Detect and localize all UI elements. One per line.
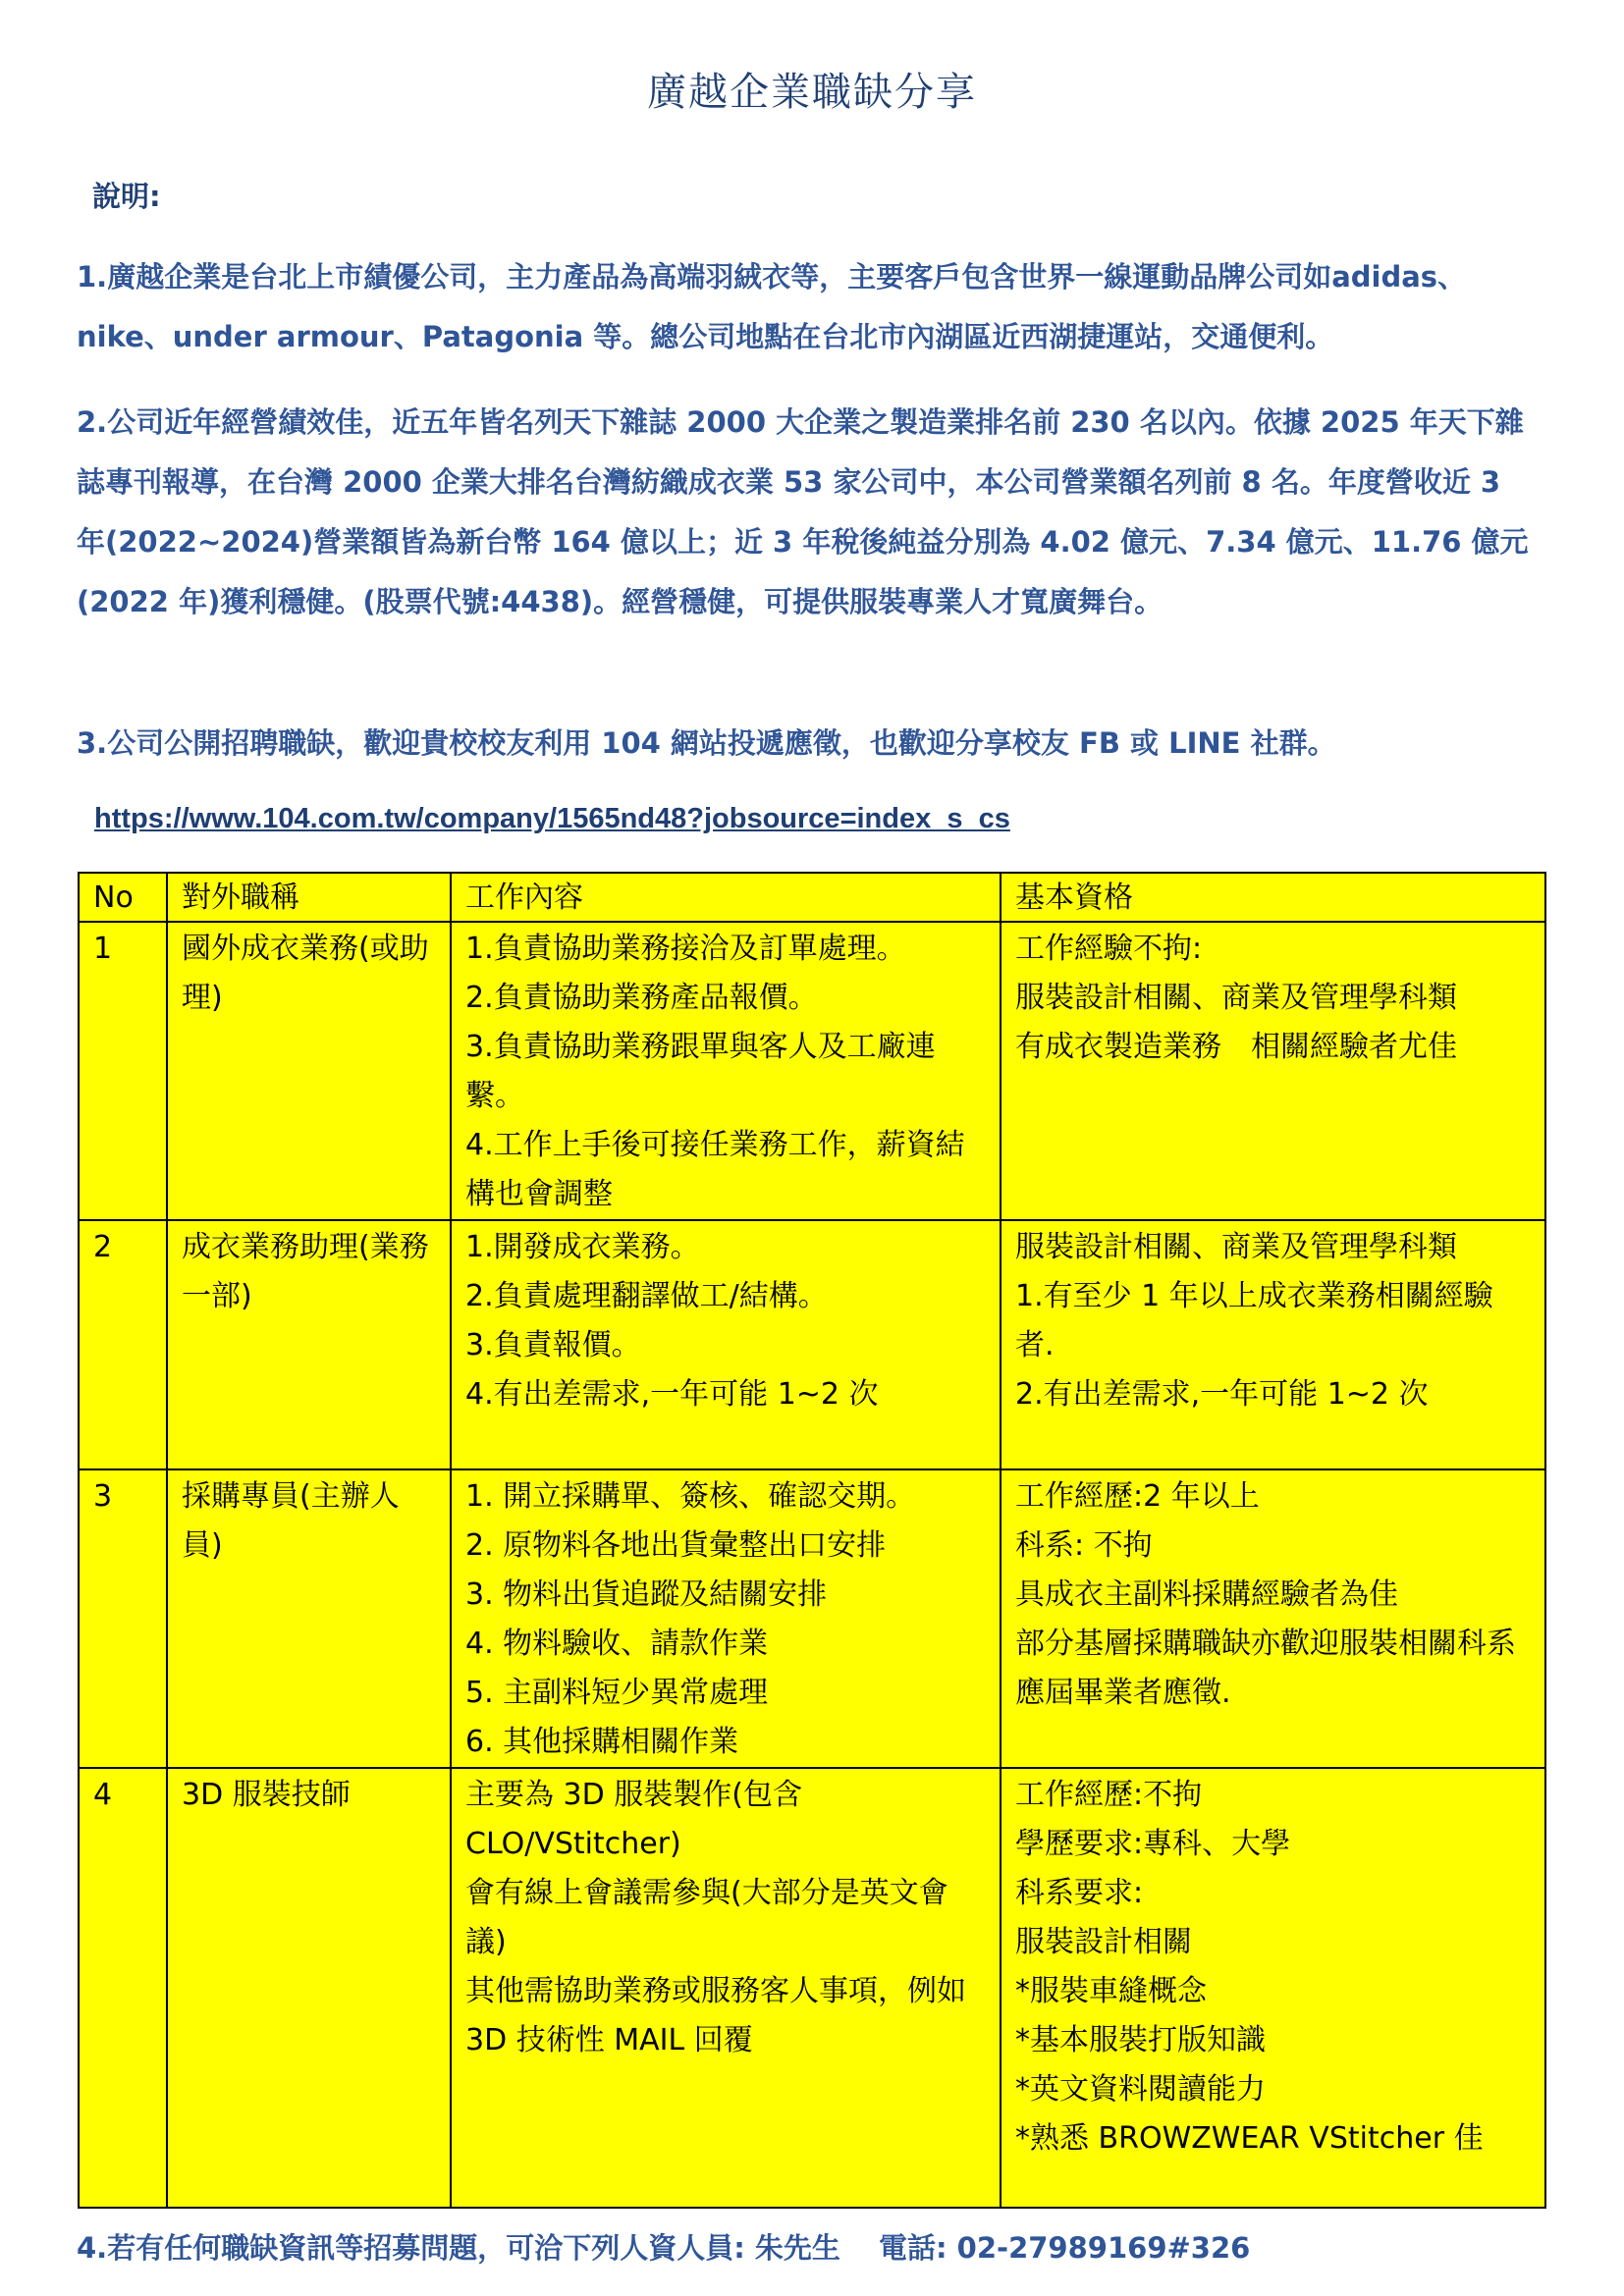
description-label: 說明: xyxy=(92,180,161,213)
job-no-cell: 3 xyxy=(79,1469,167,1768)
document-title: 廣越企業職缺分享 xyxy=(647,70,977,115)
job-content-line: 主要為 3D 服裝製作(包含CLO/VStitcher) xyxy=(465,1778,802,1861)
requirement-line: 科系: 不拘 xyxy=(1015,1528,1153,1563)
job-requirements-cell xyxy=(1001,922,1545,1220)
job-no-cell: 2 xyxy=(79,1220,167,1469)
job-requirements-cell xyxy=(1001,1220,1545,1469)
requirement-line: 工作經歷:不拘 xyxy=(1015,1778,1203,1812)
job-content-line: 1.負責協助業務接洽及訂單處理。 xyxy=(465,932,906,966)
job-requirements-cell xyxy=(1001,1768,1545,2208)
paragraph-contact: 4.若有任何職缺資訊等招募問題，可洽下列人資人員: 朱先生 電話: 02-27989169#326 xyxy=(77,2231,1251,2265)
table-row xyxy=(79,1220,1545,1469)
requirement-line: 科系要求: xyxy=(1015,1876,1144,1910)
requirement-line: 學歷要求:專科、大學 xyxy=(1015,1827,1291,1861)
job-content-cell xyxy=(451,1768,1001,2208)
header-job-content: 工作內容 xyxy=(451,873,1001,922)
header-requirements: 基本資格 xyxy=(1001,873,1545,922)
job-title-cell: 採購專員(主辦人員) xyxy=(167,1469,451,1768)
requirement-line: 工作經驗不拘: xyxy=(1015,932,1203,966)
job-content-line: 6. 其他採購相關作業 xyxy=(465,1725,739,1759)
job-content-line: 2.負責協助業務產品報價。 xyxy=(465,981,818,1015)
job-title-cell: 成衣業務助理(業務一部) xyxy=(167,1220,451,1469)
job-content-cell xyxy=(451,1220,1001,1469)
header-job-title: 對外職稱 xyxy=(167,873,451,922)
requirement-line: 具成衣主副料採購經驗者為佳 xyxy=(1015,1577,1398,1612)
requirement-line: *英文資料閱讀能力 xyxy=(1015,2072,1266,2107)
header-no: No xyxy=(79,873,167,922)
job-content-line: 3. 物料出貨追蹤及結關安排 xyxy=(465,1577,828,1612)
requirement-line: 服裝設計相關 xyxy=(1015,1925,1192,1959)
job-no-cell: 1 xyxy=(79,922,167,1220)
requirement-line: *服裝車縫概念 xyxy=(1015,1974,1207,2008)
paragraph-company-intro: 1.廣越企業是台北上市績優公司，主力產品為高端羽絨衣等，主要客戶包含世界一線運動品牌公司如adidas、nike、under armour、Patagonia 等。總公司地點在台北市內湖區近西湖捷運站，交通便利。 xyxy=(77,260,1467,353)
job-requirements-cell xyxy=(1001,1469,1545,1768)
table-body xyxy=(79,922,1545,2208)
job-no-cell: 4 xyxy=(79,1768,167,2208)
requirement-line: 服裝設計相關、商業及管理學科類 xyxy=(1015,981,1457,1015)
table-row xyxy=(79,1469,1545,1768)
requirement-line: 2.有出差需求,一年可能 1~2 次 xyxy=(1015,1377,1429,1412)
table-row xyxy=(79,1768,1545,2208)
requirement-line: 工作經歷:2 年以上 xyxy=(1015,1479,1260,1514)
table-row xyxy=(79,922,1545,1220)
job-content-cell xyxy=(451,1469,1001,1768)
requirement-line: 有成衣製造業務 相關經驗者尤佳 xyxy=(1015,1030,1457,1064)
requirement-line: 服裝設計相關、商業及管理學科類 xyxy=(1015,1230,1457,1264)
job-content-cell xyxy=(451,922,1001,1220)
job-content-line: 3.負責協助業務跟單與客人及工廠連繫。 xyxy=(465,1030,936,1113)
job-content-line: 其他需協助業務或服務客人事項，例如 3D 技術性 MAIL 回覆 xyxy=(465,1974,966,2057)
requirement-line: 1.有至少 1 年以上成衣業務相關經驗者. xyxy=(1015,1279,1493,1362)
job-openings-table xyxy=(78,872,1546,2209)
requirement-line: *熟悉 BROWZWEAR VStitcher 佳 xyxy=(1015,2121,1484,2156)
job-content-line: 4.有出差需求,一年可能 1~2 次 xyxy=(465,1377,879,1412)
requirement-line: *基本服裝打版知識 xyxy=(1015,2023,1266,2057)
job-content-line: 2.負責處理翻譯做工/結構。 xyxy=(465,1279,828,1313)
job-content-line: 5. 主副料短少異常處理 xyxy=(465,1676,769,1710)
job-content-line: 3.負責報價。 xyxy=(465,1328,641,1362)
table-header-row xyxy=(79,873,1545,922)
job-content-line: 會有線上會議需參與(大部分是英文會議) xyxy=(465,1876,948,1959)
job-content-line: 1. 開立採購單、簽核、確認交期。 xyxy=(465,1479,916,1514)
paragraph-performance: 2.公司近年經營績效佳，近五年皆名列天下雜誌 2000 大企業之製造業排名前 230 名以內。依據 2025 年天下雜誌專刊報導，在台灣 2000 企業大排名台灣紡織成衣業 53 家公司中，本公司營業額名列前 8 名。年度營收近 3 年(2022~2024)營業額皆為新台幣 164 億以上；近 3 年稅後純益分別為 4.02 億元、7.34 億元、11.76 億元(2022 年)獲利穩健。(股票代號:4438)。經營穩健，可提供服裝專業人才寬廣舞台。 xyxy=(77,405,1529,618)
job-content-line: 1.開發成衣業務。 xyxy=(465,1230,700,1264)
job-title-cell: 國外成衣業務(或助理) xyxy=(167,922,451,1220)
job-title-cell: 3D 服裝技師 xyxy=(167,1768,451,2208)
job-content-line: 2. 原物料各地出貨彙整出口安排 xyxy=(465,1528,887,1563)
job-content-line: 4. 物料驗收、請款作業 xyxy=(465,1627,769,1661)
job-content-line: 4.工作上手後可接任業務工作，薪資結構也會調整 xyxy=(465,1128,965,1211)
paragraph-recruiting: 3.公司公開招聘職缺，歡迎貴校校友利用 104 網站投遞應徵，也歡迎分享校友 FB 或 LINE 社群。 xyxy=(77,726,1336,760)
requirement-line: 部分基層採購職缺亦歡迎服裝相關科系應屆畢業者應徵. xyxy=(1015,1627,1516,1710)
job-bank-link[interactable]: https://www.104.com.tw/company/1565nd48?jobsource=index_s_cs xyxy=(94,803,1010,834)
